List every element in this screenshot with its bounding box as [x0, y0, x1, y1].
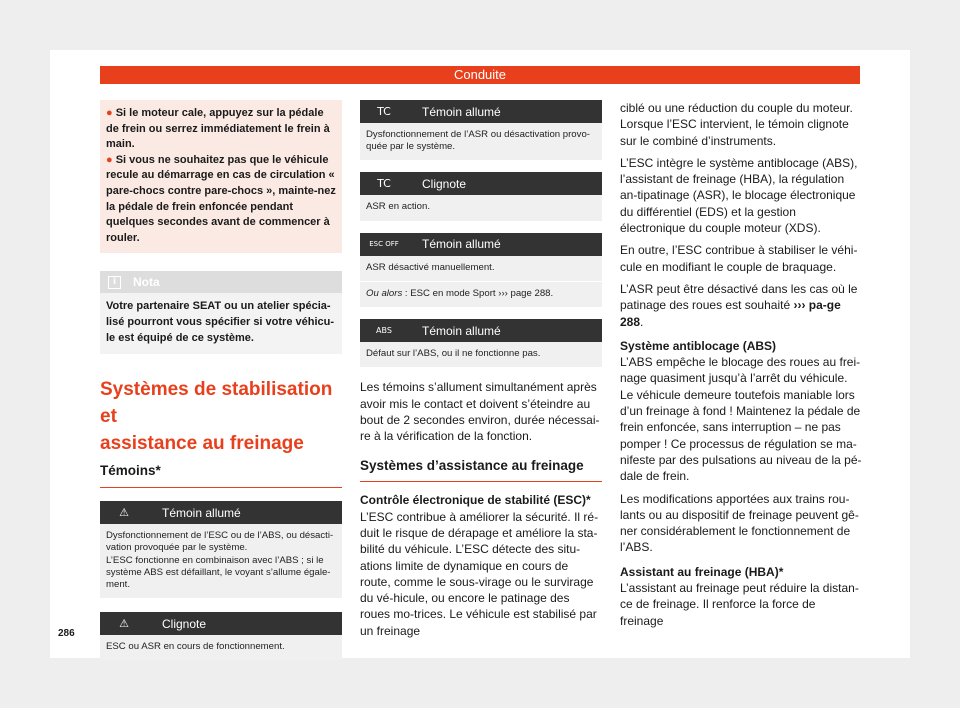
warning-item: ● Si le moteur cale, appuyez sur la pédale de frein ou serrez immédiatement le frein à main. [106, 107, 330, 151]
warning-item: ● Si vous ne souhaitez pas que le véhicule recule au démarrage en cas de circulation « pare-chocs contre pare-chocs », mainte-nez la pédale de frein enfoncée pendant quelques secondes avant de commencer à rouler. [106, 153, 336, 244]
page-number: 286 [58, 628, 75, 639]
indicator-description: Dysfonctionnement de l’ASR ou désactivation provo-quée par le système. [360, 123, 602, 160]
esc-heading: Contrôle électronique de stabilité (ESC)* [360, 493, 591, 508]
manual-page [50, 50, 910, 658]
paragraph: L’ESC intègre le système antiblocage (ABS), l’assistant de freinage (HBA), la régulation an-tipatinage (ASR), le blocage électronique du différentiel (EDS) et la gestion électronique du couple moteur (XDS). [620, 155, 858, 236]
hba-heading: Assistant au freinage (HBA)* [620, 564, 784, 579]
paragraph: L’ABS empêche le blocage des roues au frei-nage quasiment jusqu’à l’arrêt du véhicule. Le véhicule demeure toutefois maniable lors d’un freinage à fond ! Maintenez la pédale de frein enfoncée, sans interruption – ne pas pomper ! Ce processus de régulation se ma-nifeste par des pulsations au niveau de la pé-dale de frein. [620, 355, 862, 484]
column-middle [360, 100, 602, 639]
indicator-description: ASR en action. [360, 195, 602, 220]
paragraph: En outre, l’ESC contribue à stabiliser le véhi-cule en modifiant le couple de braquage. [620, 243, 858, 274]
warning-box [100, 100, 342, 253]
chapter-header: Conduite [100, 66, 860, 84]
bullet-icon: ● [106, 107, 116, 119]
paragraph: L’ASR peut être désactivé dans les cas où le patinage des roues est souhaité ››› pa-ge 288. [620, 281, 858, 329]
indicator-description: Ou alors : ESC en mode Sport ››› page 288. [360, 281, 602, 307]
paragraph: L’assistant au freinage peut réduire la distan-ce de freinage. Il renforce la force de freinage [620, 581, 859, 628]
column-left [100, 100, 342, 660]
indicator-header: ESC OFF Témoin allumé [360, 233, 602, 256]
indicator-description: Défaut sur l’ABS, ou il ne fonctionne pas. [360, 342, 602, 367]
note-body: Votre partenaire SEAT ou un atelier spécia-lisé pourront vous spécifier si votre véhicu-le est équipé de ce système. [100, 293, 342, 354]
section-heading: Systèmes d’assistance au freinage [360, 458, 602, 482]
indicator-header: ⚠ Clignote [100, 612, 342, 635]
tc-icon: TC [377, 177, 391, 191]
info-icon: i [108, 276, 121, 289]
indicator-table [100, 501, 342, 660]
indicator-header: ⚠ Témoin allumé [100, 501, 342, 524]
esc-off-icon: ESC OFF [369, 240, 399, 249]
esc-warning-icon: ⚠ [119, 506, 129, 520]
esc-warning-icon: ⚠ [119, 617, 129, 631]
tc-icon: TC [377, 105, 391, 118]
indicator-header: ABS Témoin allumé [360, 319, 602, 342]
abs-heading: Système antiblocage (ABS) [620, 338, 777, 353]
abs-icon: ABS [376, 326, 392, 336]
indicator-description: ESC ou ASR en cours de fonctionnement. [100, 635, 342, 660]
paragraph: Les modifications apportées aux trains rou-lants ou au dispositif de freinage peuvent gê-ner considérablement le fonctionnement de l’ABS. [620, 491, 859, 555]
paragraph: L’ESC contribue à améliorer la sécurité. Il ré-duit le risque de dérapage et améliore la sta-bilité du véhicule. L’ESC détecte des situ-ations limite de dynamique en cours de route, comme le sous-virage ou le survirage du vé-hicule, ou encore le patinage des roues mo-trices. Le véhicule est stabilisé par un freinage [360, 509, 599, 638]
note-header [100, 271, 342, 293]
column-right [620, 100, 862, 629]
indicator-header: TC Clignote [360, 172, 602, 195]
paragraph: Les témoins s’allument simultanément après avoir mis le contact et doivent s’éteindre au bout de 2 secondes environ, durée nécessai-re à la vérification de la fonction. [360, 380, 600, 444]
indicator-description: ASR désactivé manuellement. [360, 256, 602, 281]
section-title: Systèmes de stabilisation et assistance au freinage [100, 379, 333, 455]
page-reference-link[interactable]: ››› pa-ge 288 [620, 298, 841, 329]
subsection-title: Témoins* [100, 463, 342, 488]
note-title: Nota [133, 275, 160, 290]
indicator-header: TC Témoin allumé [360, 100, 602, 123]
paragraph: ciblé ou une réduction du couple du moteur. Lorsque l’ESC intervient, le témoin clignote sur le combiné d’instruments. [620, 101, 853, 148]
bullet-icon: ● [106, 153, 116, 166]
indicator-description: Dysfonctionnement de l’ESC ou de l’ABS, ou désacti-vation provoquée par le système. L’ESC fonctionne en combinaison avec l’ABS ; si le système ABS est défaillant, le voyant s’allume égale-ment. [100, 524, 342, 598]
